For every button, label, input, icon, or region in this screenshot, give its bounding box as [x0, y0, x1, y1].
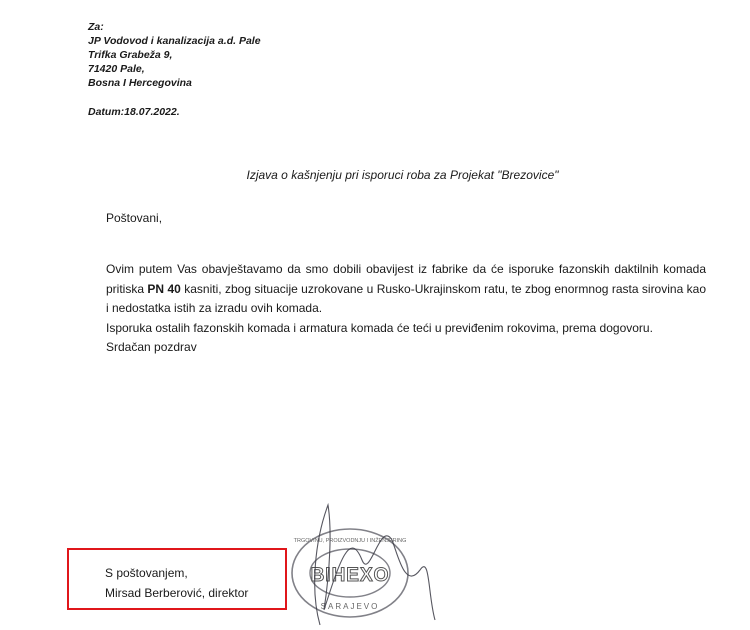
- paragraph-1-start: Ovim putem Vas obavještavamo da smo dobili obavijest iz fabrike da će isporuke fazonskih daktilnih komada pritiska: [106, 262, 706, 296]
- recipient-country: Bosna I Hercegovina: [88, 77, 192, 89]
- letter-title-row: [0, 168, 750, 182]
- recipient-address: [88, 20, 261, 90]
- signer-name: Mirsad Berberović, direktor: [105, 586, 249, 600]
- stamp-name: BIHEXO: [310, 565, 390, 586]
- letter-body: [106, 260, 706, 358]
- pressure-class: PN 40: [147, 281, 181, 296]
- letter-title: Izjava o kašnjenju pri isporuci roba za Projekat "Brezovice": [246, 168, 559, 182]
- sign-off: S poštovanjem,: [105, 566, 188, 580]
- stamp-ring-top: TRGOVINU, PROIZVODNJU I INŽENJERING: [293, 538, 407, 544]
- stamp-ring-bottom: SARAJEVO: [320, 602, 380, 611]
- handwritten-signature: [280, 500, 450, 630]
- recipient-city: 71420 Pale,: [88, 63, 145, 75]
- signature-stroke: [315, 505, 435, 625]
- greeting: Poštovani,: [106, 211, 163, 225]
- closing: Srdačan pozdrav: [106, 340, 197, 355]
- to-label: Za:: [88, 21, 104, 33]
- letter-date: Datum:18.07.2022.: [88, 106, 180, 118]
- recipient-company: JP Vodovod i kanalizacija a.d. Pale: [88, 35, 261, 47]
- signature-block: [105, 563, 248, 603]
- paragraph-1: [106, 260, 706, 319]
- recipient-street: Trifka Grabeža 9,: [88, 49, 173, 61]
- paragraph-1-end: kasniti, zbog situacije uzrokovane u Rusko-Ukrajinskom ratu, te zbog enormnog rasta sirovina kao i nedostatka istih za izradu ovih komada.: [106, 281, 707, 316]
- paragraph-2: Isporuka ostalih fazonskih komada i armatura komada će teći u previđenim rokovima, prema dogovoru.: [106, 320, 653, 335]
